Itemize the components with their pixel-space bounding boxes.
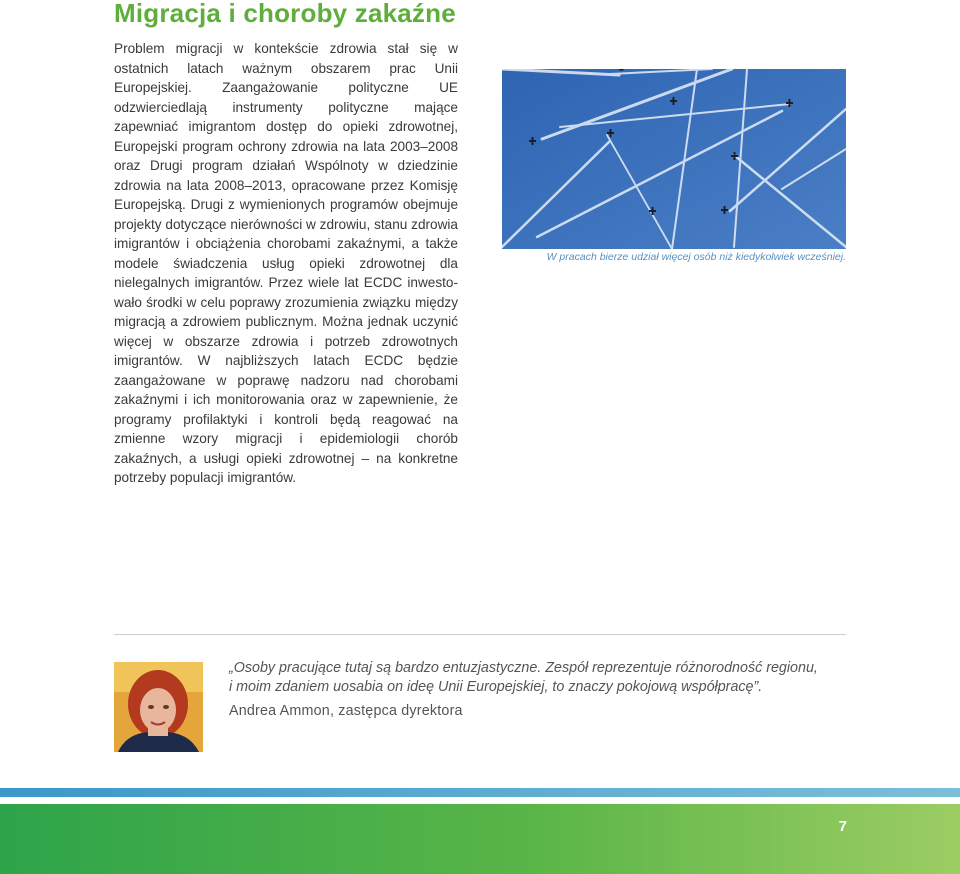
speaker-portrait-image — [114, 662, 203, 752]
quote-text-line-2: i moim zdaniem uosabia on ideę Unii Europejskiej, to znaczy pokojową współpracę”. — [229, 679, 763, 695]
speaker-portrait — [114, 662, 203, 752]
quote-text-line-1: „Osoby pracujące tutaj są bardzo entuzjastyczne. Zespół reprezentuje różnorodność regionu, — [229, 660, 818, 676]
article-title: Migracja i choroby zakaźne — [114, 0, 456, 28]
section-divider — [114, 634, 846, 635]
sky-contrails-image — [502, 69, 846, 249]
page-number: 7 — [838, 818, 847, 835]
footer-band-blue — [0, 788, 960, 797]
quote-author: Andrea Ammon, zastępca dyrektora — [229, 703, 463, 719]
article-body: Problem migracji w kontekście zdrowia stał się w ostatnich latach ważnym obszarem prac Unii Europejskiej. Zaangażowanie polityczne UE odzwierciedlają instrumenty polityczne mające zapewniać imigrantom dostęp do opieki zdrowotnej, Europejski program ochrony zdrowia na lata 2003–2008 oraz Drugi program działań Wspólnoty w dziedzinie zdrowia na lata 2008–2013, opracowane przez Komisję Europejską. Drugi z wymienionych programów obejmuje projekty dotyczące nierówności w zdrowiu, stanu zdrowia imigrantów i obciążenia chorobami zakaźnymi, a także modele świadczenia usług opieki zdrowotnej dla nielegalnych imigrantów. Przez wiele lat ECDC inwestowało środki w celu poprawy zrozumienia związku między migracją a zdrowiem publicznym. Można jednak uczynić więcej w obszarze zdrowia i potrzeb zdrowotnych imigrantów. W najbliższych latach ECDC będzie zaangażowane w poprawę nadzoru nad chorobami zakaźnymi i ich monitorowania oraz w zapewnienie, że programy profilaktyki i kontroli będą reagować na zmienne wzory migracji i epidemiologii chorób zakaźnych, a usługi opieki zdrowotnej – na konkretne potrzeby populacji imigrantów. — [114, 41, 458, 485]
footer-band-green — [0, 804, 960, 874]
quote-block — [229, 659, 849, 721]
sky-photo — [502, 69, 846, 249]
photo-caption: W pracach bierze udział więcej osób niż kiedykolwiek wcześniej. — [546, 251, 846, 263]
